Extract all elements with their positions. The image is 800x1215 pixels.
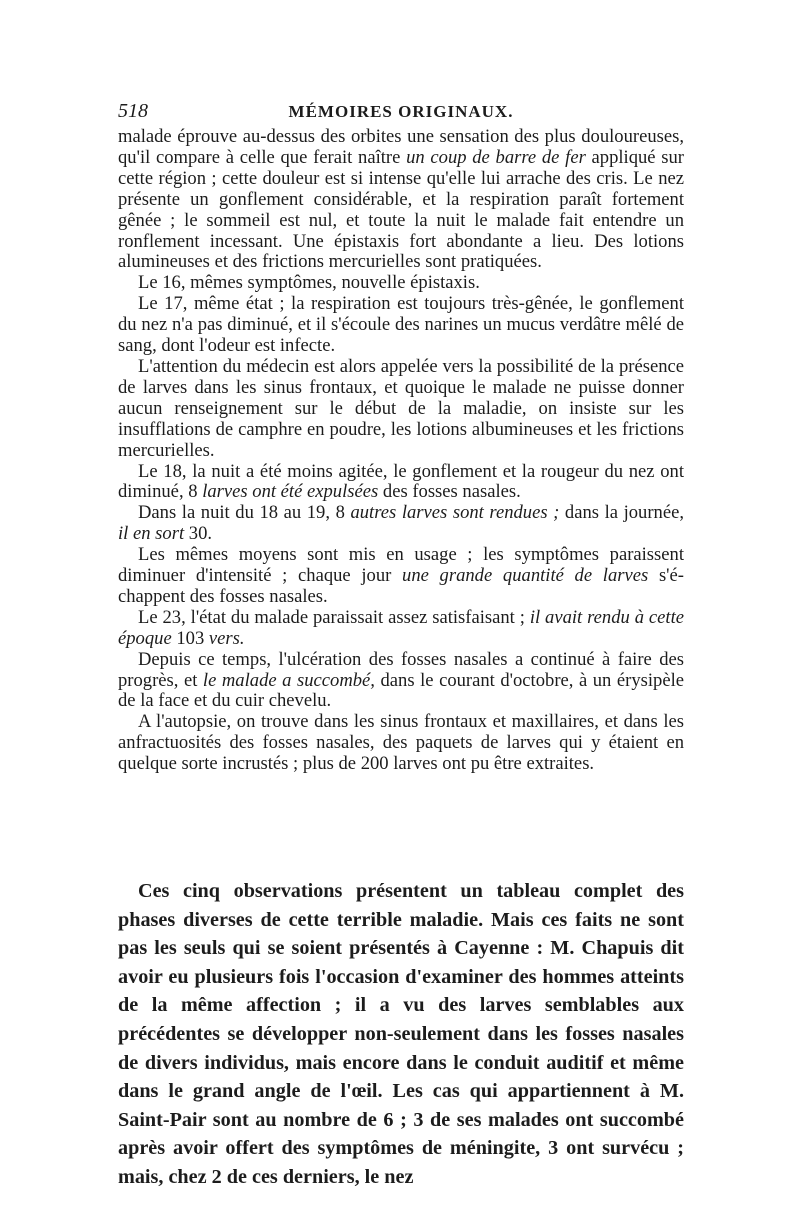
case-paragraph <box>118 712 684 775</box>
case-paragraph <box>118 503 684 545</box>
italic-text-run: autres larves sont rendues ; <box>350 502 560 524</box>
text-run: Le 16, mêmes symptômes, nouvelle épistaxis. <box>138 272 480 294</box>
text-run: malade éprouve au-dessus des orbites une sensation des plus douloureuses, qu'il compare à celle que ferait naître <box>118 126 684 168</box>
text-run: A l'autopsie, on trouve dans les sinus frontaux et maxillaires, et dans les anfractuosités des fosses nasales, des paquets de larves qui y étaient en quelque sorte incrustés ; plus de 200 larves ont pu être extraites. <box>118 711 684 775</box>
text-run: dans le courant d'octobre, à un érysipèle de la face et du cuir chevelu. <box>118 669 684 712</box>
italic-text-run: une grande quantité de larves <box>402 565 649 587</box>
italic-text-run: il en sort <box>118 523 185 545</box>
italic-text-run: larves ont été expulsées <box>202 481 379 503</box>
commentary-paragraph <box>118 877 684 1192</box>
text-run: s'échappent des fosses nasales. <box>118 565 684 607</box>
text-run: Le 18, la nuit a été moins agitée, le gonflement et la rougeur du nez ont diminué, 8 <box>118 460 684 503</box>
text-run: 103 <box>171 627 209 649</box>
case-paragraph <box>118 650 684 713</box>
italic-text-run: un coup de barre de fer <box>406 146 586 168</box>
italic-text-run: vers. <box>208 627 245 649</box>
text-run: Le 17, même état ; la respiration est toujours très-gênée, le gonflement du nez n'a pas diminué, et il s'écoule des narines un mucus verdâtre mêlé de sang, dont l'odeur est infecte. <box>118 293 684 357</box>
italic-text-run: il avait rendu à cette époque <box>118 606 684 649</box>
case-paragraph <box>118 462 684 504</box>
case-paragraph <box>118 273 684 294</box>
case-paragraph <box>118 127 684 273</box>
commentary-text <box>118 877 684 1192</box>
case-paragraph <box>118 545 684 608</box>
case-paragraph <box>118 608 684 650</box>
text-run: L'attention du médecin est alors appelée vers la possibilité de la présence de larves dans les sinus frontaux, et quoique le malade ne puisse donner aucun renseignement sur le début de la maladie, on insiste sur les insufflations de camphre en poudre, les lotions albumineuses et les frictions mercurielles. <box>118 355 684 461</box>
text-run: Ces cinq observations présentent un tableau complet des phases diverses de cette terrible maladie. Mais ces faits ne sont pas les seuls qui se soient présentés à Cayenne : M. Chapuis dit avoir eu plusieurs fois l'occasion d'examiner des hommes atteints de la même affection ; il a vu des larves semblables aux précédentes se développer non-seulement dans les fosses nasales de divers individus, mais encore dans le conduit auditif et même dans le grand angle de l'œil. Les cas qui appartiennent à M. Saint-Pair sont au nombre de 6 ; 3 de ses malades ont succombé après avoir offert des symptômes de méningite, 3 ont survécu ; mais, chez 2 de ces derniers, le nez <box>118 880 684 1188</box>
text-run: Depuis ce temps, l'ulcération des fosses nasales a continué à faire des progrès, et <box>118 648 684 691</box>
text-run: 30. <box>184 523 213 545</box>
text-run: Les mêmes moyens sont mis en usage ; les symptômes paraissent diminuer d'intensité ; chaque jour <box>118 544 684 587</box>
text-run: Le 23, l'état du malade paraissait assez satisfaisant ; <box>138 606 530 628</box>
text-run: Dans la nuit du 18 au 19, 8 <box>138 502 351 524</box>
text-run: dans la journée, <box>559 502 684 524</box>
running-title: MÉMOIRES ORIGINAUX. <box>288 102 514 121</box>
page-number: 518 <box>118 100 148 122</box>
case-paragraph <box>118 357 684 462</box>
text-run: appliqué sur cette région ; cette douleur est si intense qu'elle lui arrache des cris. Le nez présente un gonflement considérable, et la respiration paraît fortement gênée ; le sommeil est nul, et toute la nuit le malade fait entendre un ronflement incessant. Une épistaxis fort abondante a lieu. Des lotions alumineuses et des frictions mercurielles sont pratiquées. <box>118 146 685 273</box>
italic-text-run: le malade a succombé, <box>202 669 375 691</box>
running-head <box>118 100 684 126</box>
case-report-text <box>118 127 684 775</box>
text-run: des fosses nasales. <box>378 481 521 503</box>
case-paragraph <box>118 294 684 357</box>
